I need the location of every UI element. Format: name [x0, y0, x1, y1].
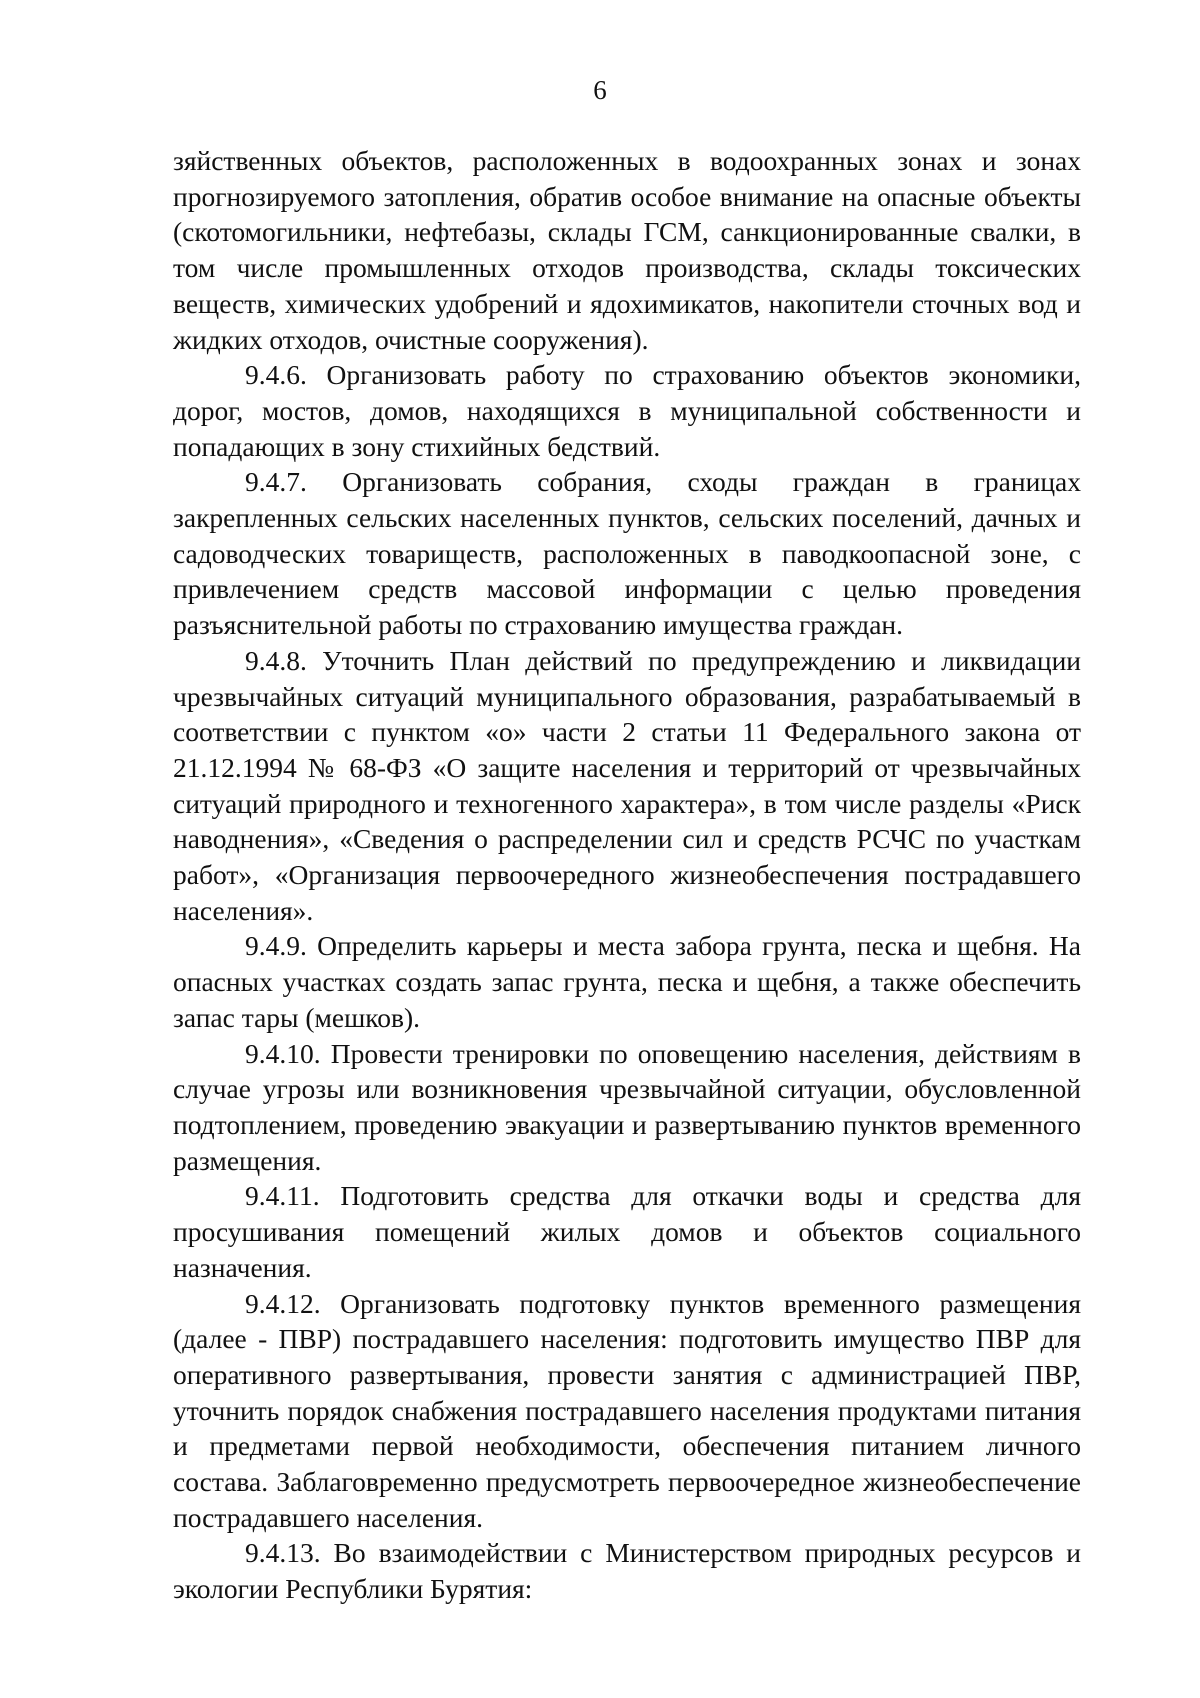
paragraph-9-4-10: 9.4.10. Провести тренировки по оповещению населения, действиям в случае угрозы или возникновения чрезвычайной ситуации, обусловленной подтоплением, проведению эвакуации и развертыванию пунктов временного размещения.	[173, 1037, 1081, 1176]
page-number: 6	[593, 75, 607, 105]
paragraph-9-4-13: 9.4.13. Во взаимодействии с Министерством природных ресурсов и экологии Республики Бурятия:	[173, 1537, 1081, 1605]
paragraph-9-4-8: 9.4.8. Уточнить План действий по предупреждению и ликвидации чрезвычайных ситуаций муниципального образования, разрабатываемый в соответствии с пунктом «о» части 2 статьи 11 Федерального закона от 21.12.1994 № 68-ФЗ «О защите населения и территорий от чрезвычайных ситуаций природного и техногенного характера», в том числе разделы «Риск наводнения», «Сведения о распределении сил и средств РСЧС по участкам работ», «Организация первоочередного жизнеобеспечения пострадавшего населения».	[173, 644, 1081, 926]
paragraph-9-4-7: 9.4.7. Организовать собрания, сходы граждан в границах закрепленных сельских населенных пунктов, сельских поселений, дачных и садоводческих товариществ, расположенных в паводкоопасной зоне, с привлечением средств массовой информации с целью проведения разъяснительной работы по страхованию имущества граждан.	[173, 466, 1081, 641]
paragraph-9-4-12: 9.4.12. Организовать подготовку пунктов временного размещения (далее - ПВР) пострадавшего населения: подготовить имущество ПВР для оперативного развертывания, провести занятия с администрацией ПВР, уточнить порядок снабжения пострадавшего населения продуктами питания и предметами первой необходимости, обеспечения питанием личного состава. Заблаговременно предусмотреть первоочередное жизнеобеспечение пострадавшего населения.	[173, 1287, 1081, 1533]
paragraph-9-4-11: 9.4.11. Подготовить средства для откачки воды и средства для просушивания помещений жилых домов и объектов социального назначения.	[173, 1180, 1081, 1283]
document-body	[173, 143, 1081, 1607]
paragraph-9-4-9: 9.4.9. Определить карьеры и места забора грунта, песка и щебня. На опасных участках создать запас грунта, песка и щебня, а также обеспечить запас тары (мешков).	[173, 930, 1081, 1033]
paragraph-9-4-6: 9.4.6. Организовать работу по страхованию объектов экономики, дорог, мостов, домов, находящихся в муниципальной собственности и попадающих в зону стихийных бедствий.	[173, 359, 1081, 462]
paragraph-continuation: зяйственных объектов, расположенных в водоохранных зонах и зонах прогнозируемого затопления, обратив особое внимание на опасные объекты (скотомогильники, нефтебазы, склады ГСМ, санкционированные свалки, в том числе промышленных отходов производства, склады токсических веществ, химических удобрений и ядохимикатов, накопители сточных вод и жидких отходов, очистные сооружения).	[173, 145, 1081, 355]
